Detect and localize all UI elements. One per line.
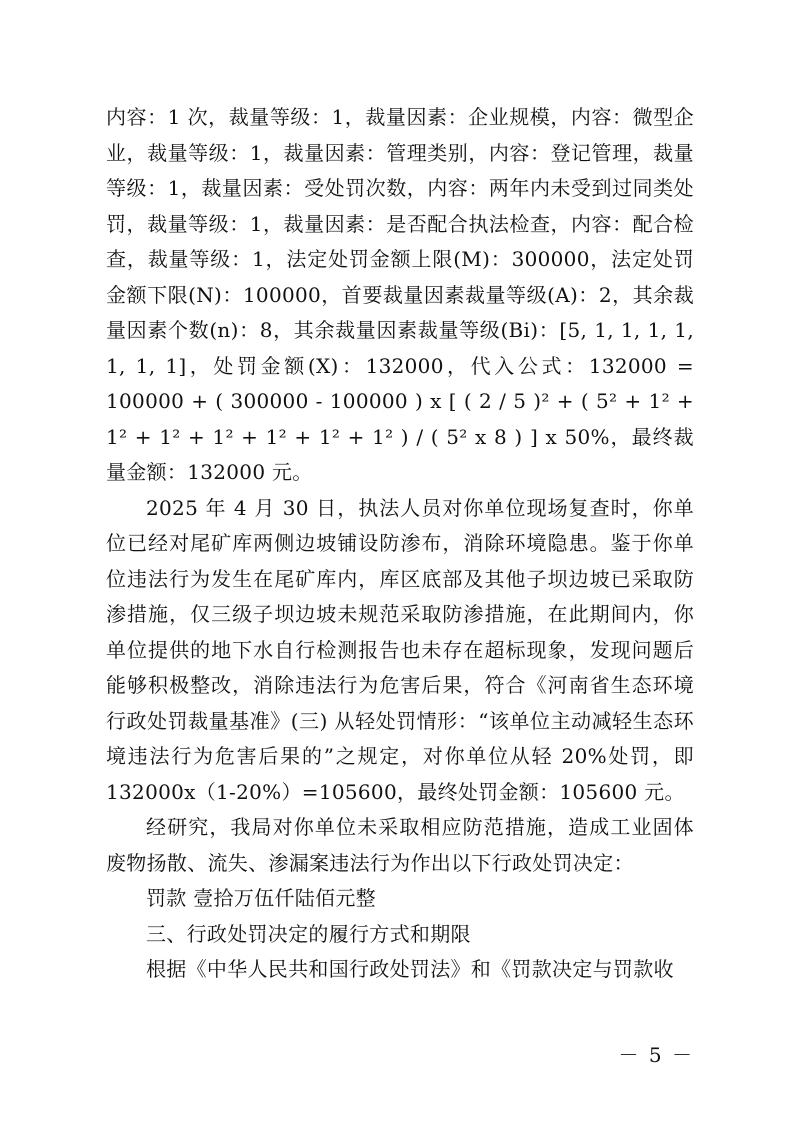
paragraph-reinspection: 2025 年 4 月 30 日，执法人员对你单位现场复查时，你单位已经对尾矿库两侧边坡铺设防渗布，消除环境隐患。鉴于你单位违法行为发生在尾矿库内，库区底部及其他子坝边坡已采取防渗措施，仅三级子坝边坡未规范采取防渗措施，在此期间内，你单位提供的地下水自行检测报告也未存在超标现象，发现问题后能够积极整改，消除违法行为危害后果，符合《河南省生态环境行政处罚裁量基准》(三) 从轻处罚情形：“该单位主动减轻生态环境违法行为危害后果的”之规定，对你单位从轻 20%处罚，即132000x（1-20%）=105600，最终处罚金额：105600 元。 bbox=[106, 495, 694, 804]
page-number: － 5 － bbox=[618, 1043, 694, 1067]
paragraph-legal-basis: 根据《中华人民共和国行政处罚法》和《罚款决定与罚款收 bbox=[146, 957, 674, 981]
paragraph-fine-amount: 罚款 壹拾万伍仟陆佰元整 bbox=[146, 886, 376, 910]
section-three-heading: 三、行政处罚决定的履行方式和期限 bbox=[146, 921, 471, 946]
paragraph-decision: 经研究，我局对你单位未采取相应防范措施，造成工业固体废物扬散、流失、渗漏案违法行为作出以下行政处罚决定： bbox=[106, 815, 694, 875]
paragraph-discretion-calculation: 内容：1 次，裁量等级：1，裁量因素：企业规模，内容：微型企业，裁量等级：1，裁量因素：管理类别，内容：登记管理，裁量等级：1，裁量因素：受处罚次数，内容：两年内未受到过同类处罚，裁量等级：1，裁量因素：是否配合执法检查，内容：配合检查，裁量等级：1，法定处罚金额上限(M)：300000，法定处罚金额下限(N)：100000，首要裁量因素裁量等级(A)：2，其余裁量因素个数(n)：8，其余裁量因素裁量等级(Bi)：[5, 1, 1, 1, 1, 1, 1, 1]，处罚金额(X)：132000，代入公式：132000 = 100000 + ( 300000 - 100000 ) x [ ( 2 / 5 )² + ( 5² + 1² + 1² + 1² + 1² + 1² + 1² + 1² ) / ( 5² x 8 ) ] x 50%，最终裁量金额：132000 元。 bbox=[106, 105, 694, 484]
document-body bbox=[106, 100, 694, 988]
